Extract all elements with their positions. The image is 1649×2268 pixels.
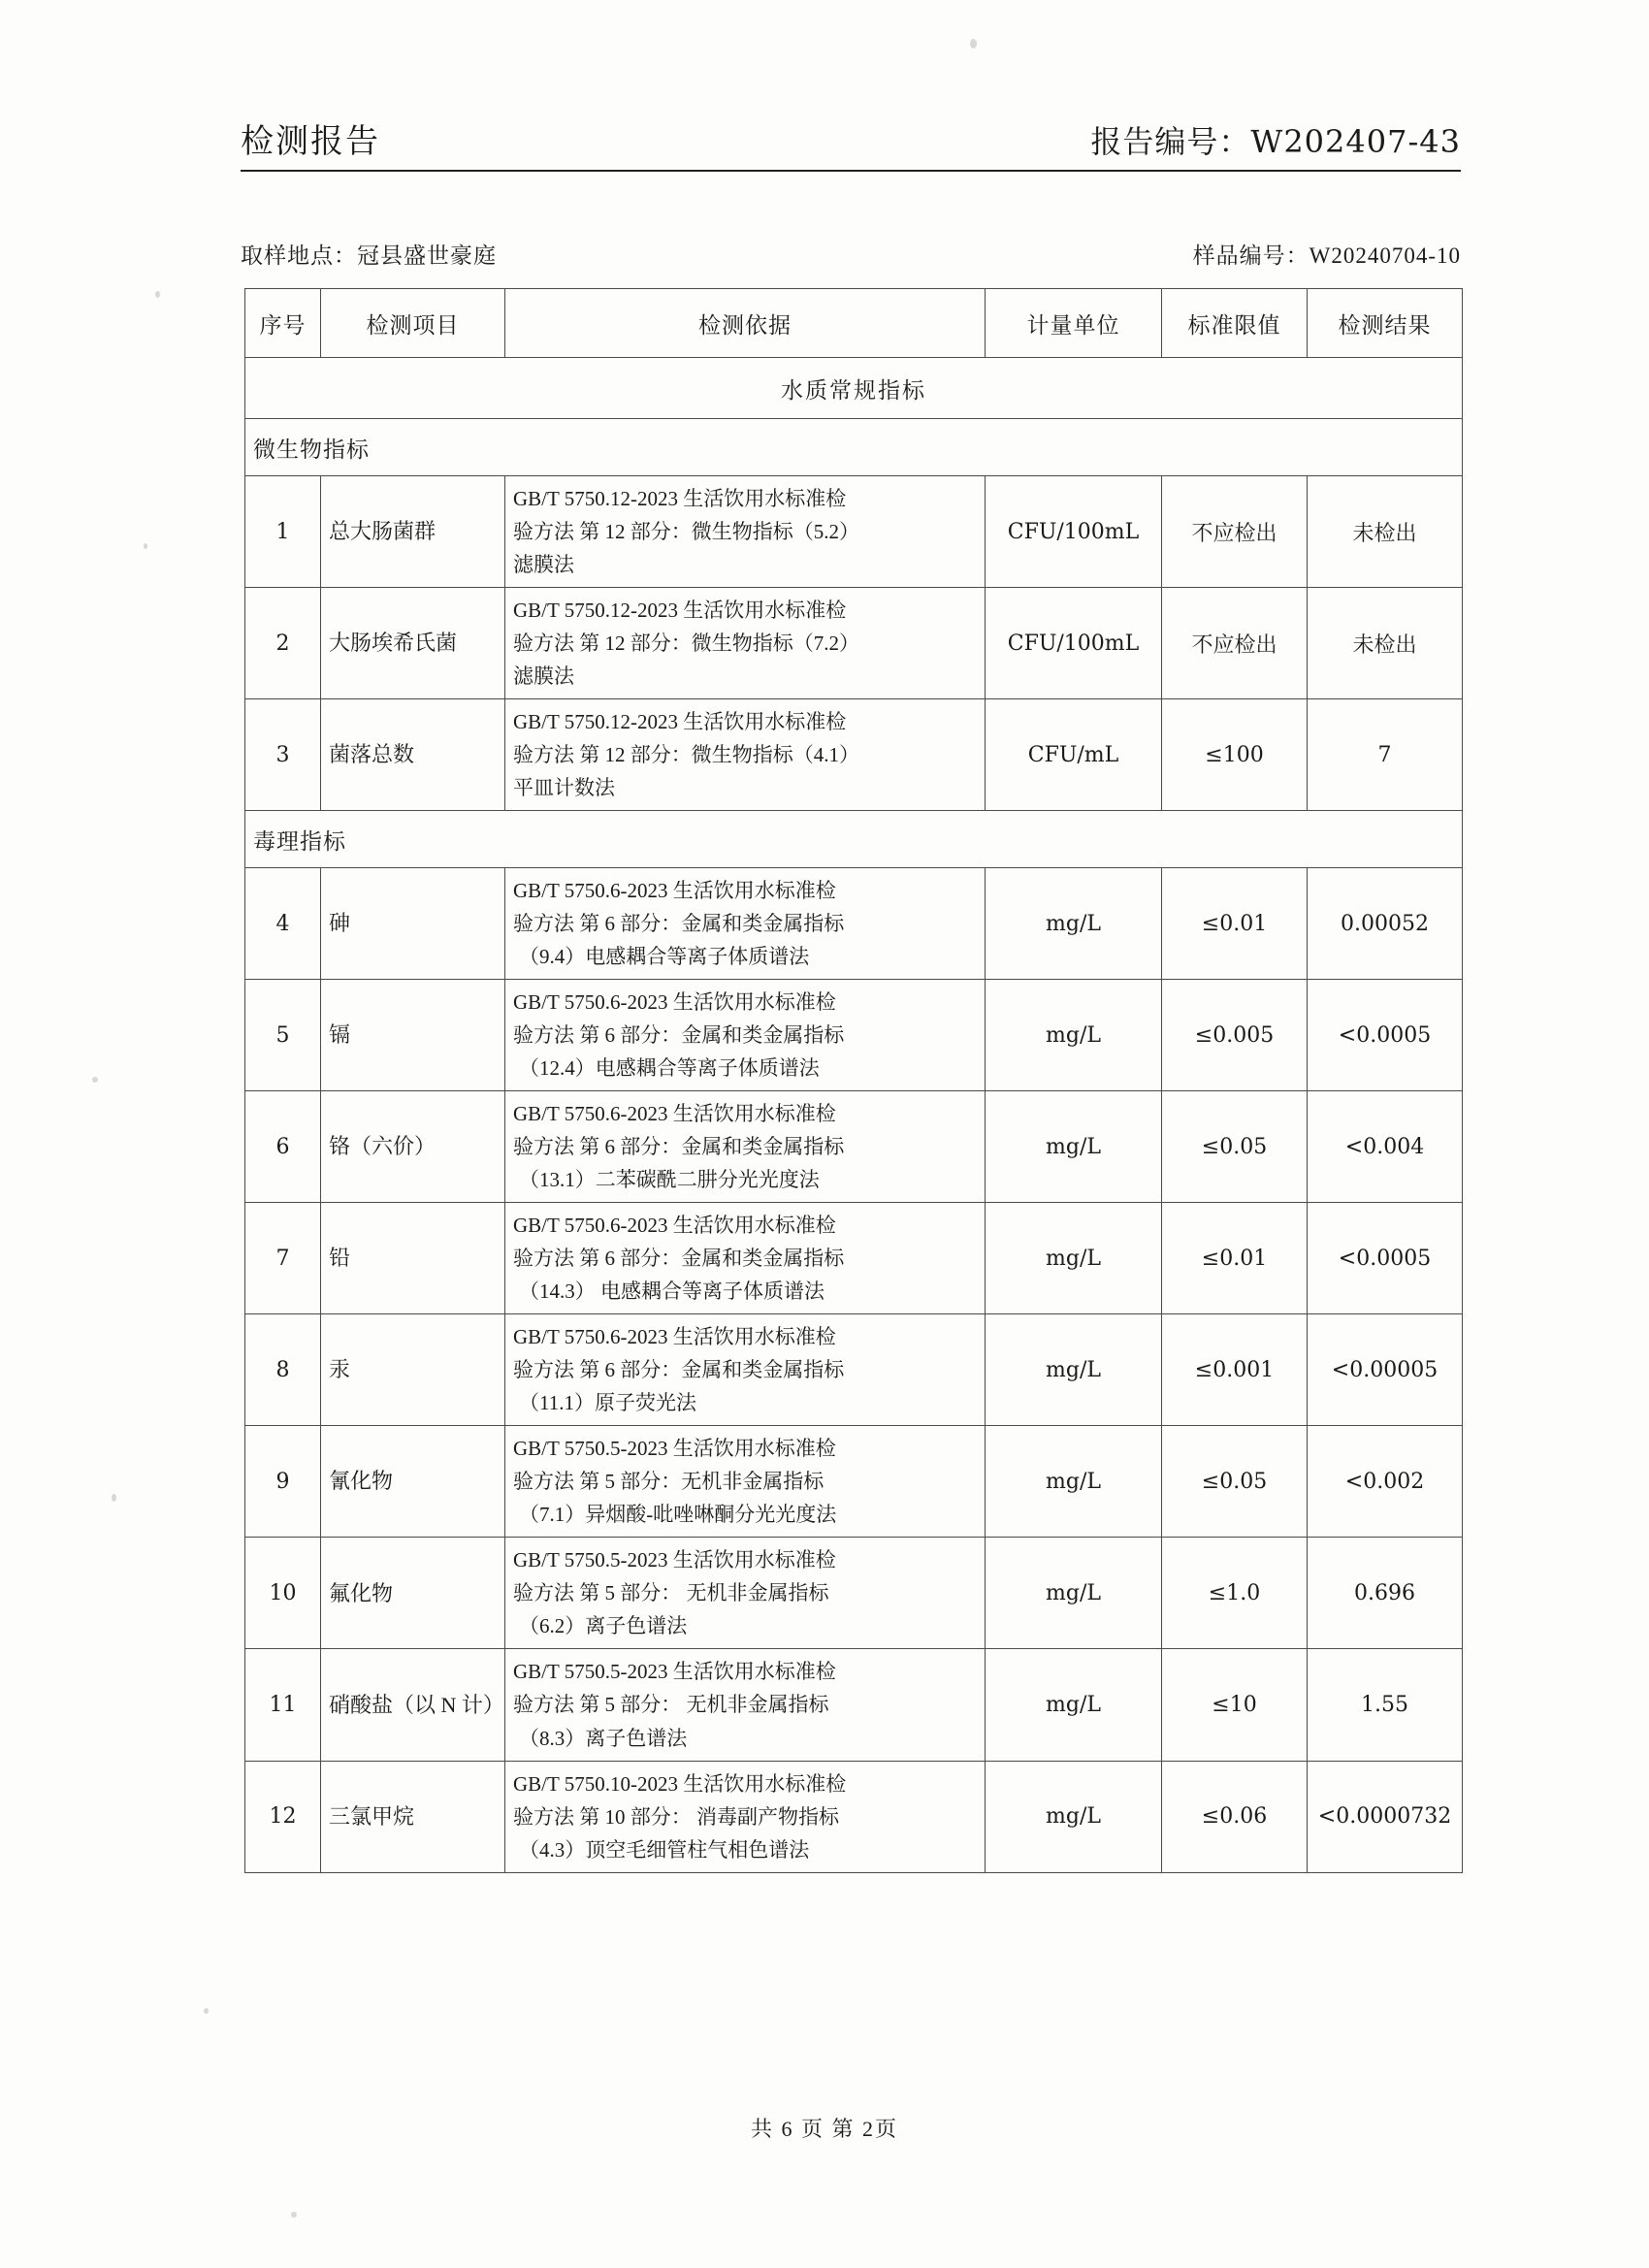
- row-limit: ≤0.05: [1162, 1091, 1308, 1203]
- basis-line: （6.2）离子色谱法: [519, 1614, 688, 1638]
- row-unit: CFU/100mL: [986, 476, 1162, 588]
- row-item: 汞: [321, 1314, 505, 1426]
- section-title-main: 水质常规指标: [245, 358, 1463, 419]
- row-basis: [505, 1091, 986, 1203]
- row-unit: mg/L: [986, 1649, 1162, 1761]
- row-unit: mg/L: [986, 980, 1162, 1091]
- row-no: 12: [245, 1761, 321, 1872]
- row-no: 7: [245, 1203, 321, 1314]
- row-no: 4: [245, 868, 321, 980]
- row-result: 未检出: [1308, 588, 1463, 699]
- row-unit: mg/L: [986, 1538, 1162, 1649]
- row-basis: [505, 588, 986, 699]
- row-item: 三氯甲烷: [321, 1761, 505, 1872]
- report-number-value: W202407-43: [1250, 123, 1461, 160]
- scan-speck: [155, 291, 160, 298]
- basis-line: GB/T 5750.5-2023 生活饮用水标准检: [513, 1548, 836, 1572]
- table-row: [245, 476, 1463, 588]
- basis-line: （8.3）离子色谱法: [519, 1726, 688, 1750]
- scan-speck: [970, 39, 977, 49]
- row-item: 镉: [321, 980, 505, 1091]
- table-row: [245, 868, 1463, 980]
- row-item: 铅: [321, 1203, 505, 1314]
- report-number-label: 报告编号：: [1090, 123, 1251, 160]
- basis-line: 验方法 第 10 部分： 消毒副产物指标: [513, 1804, 839, 1829]
- row-limit: ≤0.05: [1162, 1426, 1308, 1538]
- table-row: [245, 1538, 1463, 1649]
- row-limit: 不应检出: [1162, 476, 1308, 588]
- basis-line: GB/T 5750.6-2023 生活饮用水标准检: [513, 1102, 836, 1126]
- row-item: 氟化物: [321, 1538, 505, 1649]
- row-unit: mg/L: [986, 1314, 1162, 1426]
- row-basis: [505, 868, 986, 980]
- col-header-result: 检测结果: [1308, 289, 1463, 358]
- group-row-microbio: [245, 419, 1463, 476]
- basis-line: 滤膜法: [513, 553, 574, 577]
- basis-line: 验方法 第 12 部分：微生物指标（7.2）: [513, 632, 859, 656]
- row-no: 10: [245, 1538, 321, 1649]
- pagination: 共 6 页 第 2页: [750, 2117, 898, 2141]
- row-basis: [505, 1314, 986, 1426]
- group-title-microbio: 微生物指标: [245, 419, 1463, 476]
- table-row: [245, 1761, 1463, 1872]
- scan-speck: [92, 1077, 98, 1083]
- scan-speck: [204, 2008, 209, 2014]
- basis-line: 验方法 第 6 部分：金属和类金属指标: [513, 1358, 845, 1382]
- row-no: 11: [245, 1649, 321, 1761]
- row-result: 7: [1308, 699, 1463, 811]
- row-result: <0.0005: [1308, 1203, 1463, 1314]
- basis-line: 验方法 第 5 部分： 无机非金属指标: [513, 1581, 829, 1605]
- row-unit: CFU/100mL: [986, 588, 1162, 699]
- basis-line: 验方法 第 6 部分：金属和类金属指标: [513, 1135, 845, 1159]
- row-unit: mg/L: [986, 1091, 1162, 1203]
- sample-meta: [241, 238, 1461, 270]
- scan-speck: [112, 1494, 116, 1502]
- row-no: 3: [245, 699, 321, 811]
- row-limit: ≤100: [1162, 699, 1308, 811]
- row-no: 8: [245, 1314, 321, 1426]
- page-footer: [0, 2113, 1649, 2143]
- basis-line: 验方法 第 12 部分：微生物指标（5.2）: [513, 520, 859, 544]
- row-result: <0.00005: [1308, 1314, 1463, 1426]
- row-item: 大肠埃希氏菌: [321, 588, 505, 699]
- row-result: 0.00052: [1308, 868, 1463, 980]
- col-header-basis: 检测依据: [505, 289, 986, 358]
- row-basis: [505, 1426, 986, 1538]
- basis-line: （13.1）二苯碳酰二肼分光光度法: [519, 1168, 820, 1192]
- row-basis: [505, 980, 986, 1091]
- row-item: 氰化物: [321, 1426, 505, 1538]
- basis-line: GB/T 5750.6-2023 生活饮用水标准检: [513, 1325, 836, 1349]
- group-title-toxicology: 毒理指标: [245, 811, 1463, 868]
- row-limit: ≤1.0: [1162, 1538, 1308, 1649]
- row-unit: mg/L: [986, 1203, 1162, 1314]
- basis-line: 平皿计数法: [513, 776, 615, 800]
- row-unit: mg/L: [986, 1761, 1162, 1872]
- group-row-toxicology: [245, 811, 1463, 868]
- row-result: <0.0000732: [1308, 1761, 1463, 1872]
- row-item: 硝酸盐（以 N 计）: [321, 1649, 505, 1761]
- table-row: [245, 1314, 1463, 1426]
- row-item: 砷: [321, 868, 505, 980]
- basis-line: 验方法 第 6 部分：金属和类金属指标: [513, 912, 845, 936]
- basis-line: GB/T 5750.12-2023 生活饮用水标准检: [513, 487, 847, 510]
- sample-number: 样品编号：W20240704-10: [1192, 243, 1461, 268]
- basis-line: （11.1）原子荧光法: [519, 1391, 696, 1415]
- basis-line: GB/T 5750.5-2023 生活饮用水标准检: [513, 1660, 836, 1684]
- table-row: [245, 1649, 1463, 1761]
- row-item: 菌落总数: [321, 699, 505, 811]
- basis-line: 验方法 第 5 部分： 无机非金属指标: [513, 1693, 829, 1717]
- row-limit: ≤0.06: [1162, 1761, 1308, 1872]
- basis-line: （12.4）电感耦合等离子体质谱法: [519, 1056, 820, 1081]
- table-row: [245, 1091, 1463, 1203]
- row-result: <0.0005: [1308, 980, 1463, 1091]
- table-row: [245, 588, 1463, 699]
- basis-line: GB/T 5750.12-2023 生活饮用水标准检: [513, 710, 847, 734]
- basis-line: GB/T 5750.5-2023 生活饮用水标准检: [513, 1437, 836, 1461]
- row-result: 1.55: [1308, 1649, 1463, 1761]
- basis-line: （14.3） 电感耦合等离子体质谱法: [519, 1280, 824, 1304]
- section-row-main: [245, 358, 1463, 419]
- col-header-limit: 标准限值: [1162, 289, 1308, 358]
- results-table: [244, 288, 1463, 1873]
- basis-line: （4.3）顶空毛细管柱气相色谱法: [519, 1837, 810, 1862]
- basis-line: GB/T 5750.12-2023 生活饮用水标准检: [513, 599, 847, 623]
- basis-line: 验方法 第 5 部分：无机非金属指标: [513, 1470, 824, 1494]
- basis-line: GB/T 5750.6-2023 生活饮用水标准检: [513, 1214, 836, 1238]
- row-basis: [505, 1538, 986, 1649]
- basis-line: 验方法 第 12 部分：微生物指标（4.1）: [513, 743, 859, 767]
- row-result: <0.004: [1308, 1091, 1463, 1203]
- row-basis: [505, 476, 986, 588]
- col-header-item: 检测项目: [321, 289, 505, 358]
- row-no: 5: [245, 980, 321, 1091]
- basis-line: GB/T 5750.6-2023 生活饮用水标准检: [513, 879, 836, 903]
- row-basis: [505, 1203, 986, 1314]
- row-limit: ≤0.001: [1162, 1314, 1308, 1426]
- sampling-site: 取样地点：冠县盛世豪庭: [241, 243, 497, 268]
- col-header-no: 序号: [245, 289, 321, 358]
- basis-line: （7.1）异烟酸-吡唑啉酮分光光度法: [519, 1503, 837, 1527]
- scan-speck: [144, 543, 147, 549]
- col-header-unit: 计量单位: [986, 289, 1162, 358]
- basis-line: 滤膜法: [513, 664, 574, 689]
- row-basis: [505, 1649, 986, 1761]
- scan-speck: [291, 2212, 297, 2218]
- table-header-row: [245, 289, 1463, 358]
- row-item: 铬（六价）: [321, 1091, 505, 1203]
- row-basis: [505, 699, 986, 811]
- row-unit: mg/L: [986, 868, 1162, 980]
- row-result: 0.696: [1308, 1538, 1463, 1649]
- row-limit: ≤0.005: [1162, 980, 1308, 1091]
- row-limit: ≤0.01: [1162, 1203, 1308, 1314]
- page-title: 检测报告: [241, 122, 380, 161]
- row-item: 总大肠菌群: [321, 476, 505, 588]
- table-row: [245, 980, 1463, 1091]
- row-result: <0.002: [1308, 1426, 1463, 1538]
- basis-line: GB/T 5750.6-2023 生活饮用水标准检: [513, 990, 836, 1015]
- basis-line: （9.4）电感耦合等离子体质谱法: [519, 945, 810, 969]
- row-no: 9: [245, 1426, 321, 1538]
- row-limit: ≤10: [1162, 1649, 1308, 1761]
- table-row: [245, 1426, 1463, 1538]
- row-no: 6: [245, 1091, 321, 1203]
- table-row: [245, 699, 1463, 811]
- row-no: 1: [245, 476, 321, 588]
- row-basis: [505, 1761, 986, 1872]
- row-limit: ≤0.01: [1162, 868, 1308, 980]
- row-result: 未检出: [1308, 476, 1463, 588]
- row-no: 2: [245, 588, 321, 699]
- basis-line: 验方法 第 6 部分：金属和类金属指标: [513, 1247, 845, 1271]
- table-row: [245, 1203, 1463, 1314]
- basis-line: 验方法 第 6 部分：金属和类金属指标: [513, 1023, 845, 1048]
- document-header: [241, 114, 1461, 172]
- row-unit: mg/L: [986, 1426, 1162, 1538]
- row-limit: 不应检出: [1162, 588, 1308, 699]
- basis-line: GB/T 5750.10-2023 生活饮用水标准检: [513, 1771, 847, 1796]
- report-number: [1090, 117, 1461, 162]
- row-unit: CFU/mL: [986, 699, 1162, 811]
